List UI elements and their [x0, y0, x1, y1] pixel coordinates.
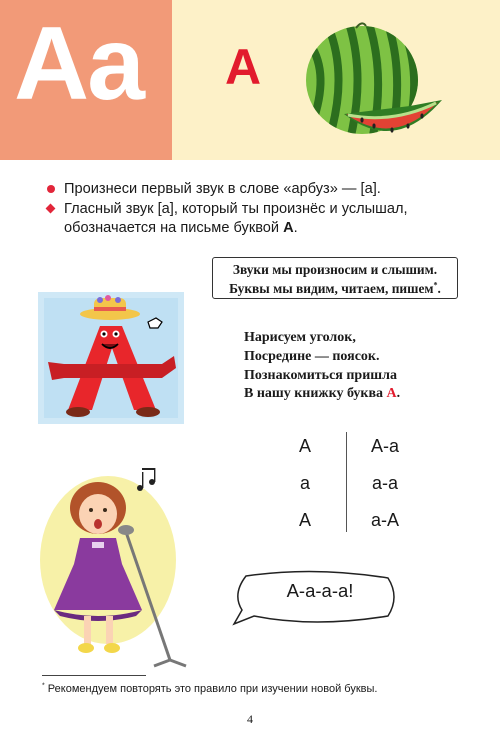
page-number: 4 [247, 712, 253, 726]
pair-right: а-а [371, 473, 398, 493]
poem-line: Посредине — поясок. [244, 348, 380, 364]
bullet-dot-icon [47, 185, 55, 193]
pair-left: а [299, 473, 310, 493]
pair-right: А-а [370, 436, 399, 456]
poem-line: Познакомиться пришла [244, 367, 397, 383]
footnote-mark: * [42, 682, 45, 690]
instruction-item: Произнеси первый звук в слове «арбуз» — [а]. [44, 180, 464, 199]
big-letters-title: Aa [14, 6, 143, 122]
red-letter: А [225, 39, 262, 95]
rule-line: Звуки мы произносим и слышим. [232, 262, 438, 277]
pairs-divider [346, 432, 347, 532]
bullet-diamond-icon [46, 204, 56, 214]
speech-bubble-text: А-а-а-а! [286, 580, 354, 601]
poem-line: В нашу книжку буква А. [244, 386, 401, 402]
pair-left: А [298, 510, 311, 530]
instructions [44, 180, 464, 239]
footnote-mark: * [433, 280, 438, 290]
pair-left: А [298, 436, 311, 456]
singing-girl-illustration [36, 460, 216, 668]
rule-line: Буквы мы видим, читаем, пишем*. [229, 280, 441, 296]
poem [244, 329, 474, 404]
instruction-item: Гласный звук [а], который ты произнёс и услышал, обозначается на письме буквой А. [44, 200, 464, 238]
rule-box [212, 257, 458, 299]
pair-right: а-А [370, 510, 399, 530]
footnote-divider [42, 675, 146, 676]
poem-line: Нарисуем уголок, [244, 330, 356, 345]
footnote: * Рекомендуем повторять это правило при изучении новой буквы. [42, 682, 378, 695]
watermelon-illustration [300, 14, 450, 154]
letter-a-character-illustration [38, 292, 184, 424]
